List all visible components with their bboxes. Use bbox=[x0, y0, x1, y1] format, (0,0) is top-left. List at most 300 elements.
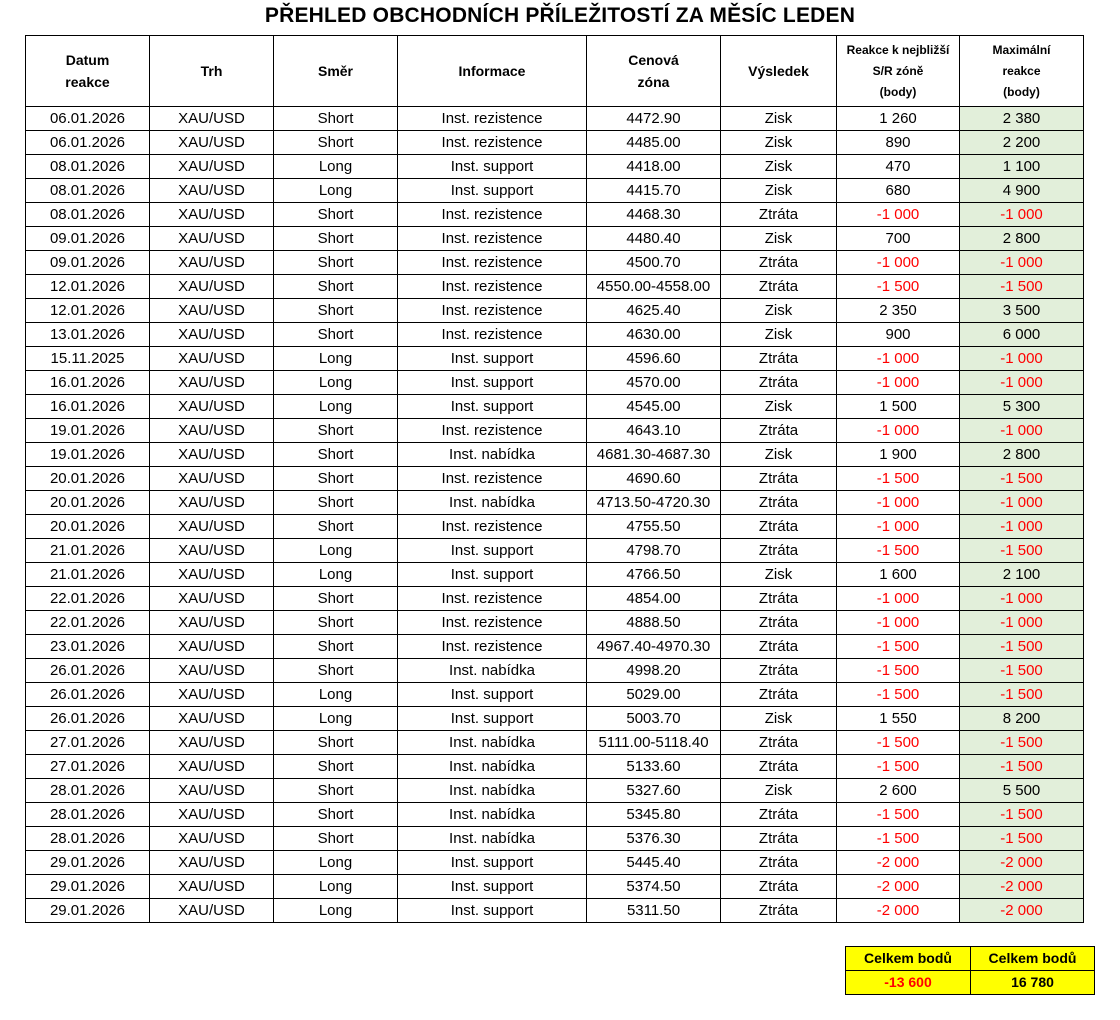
cell-smer: Short bbox=[274, 587, 398, 611]
cell-reakce: -2 000 bbox=[837, 875, 960, 899]
cell-vysledek: Ztráta bbox=[721, 803, 837, 827]
table-row bbox=[26, 371, 1084, 395]
cell-cenova-zona: 5327.60 bbox=[587, 779, 721, 803]
total-max-label: Celkem bodů bbox=[971, 947, 1095, 971]
total-reakce-value: -13 600 bbox=[846, 971, 971, 995]
cell-cenova-zona: 4681.30-4687.30 bbox=[587, 443, 721, 467]
cell-informace: Inst. nabídka bbox=[398, 803, 587, 827]
cell-datum: 13.01.2026 bbox=[26, 323, 150, 347]
table-row bbox=[26, 539, 1084, 563]
cell-datum: 12.01.2026 bbox=[26, 275, 150, 299]
cell-max-reakce: 1 100 bbox=[960, 155, 1084, 179]
cell-trh: XAU/USD bbox=[150, 131, 274, 155]
cell-max-reakce: -1 500 bbox=[960, 755, 1084, 779]
cell-reakce: -1 500 bbox=[837, 731, 960, 755]
header-cenova-zona: Cenová zóna bbox=[587, 36, 721, 107]
cell-datum: 21.01.2026 bbox=[26, 563, 150, 587]
cell-trh: XAU/USD bbox=[150, 899, 274, 923]
cell-vysledek: Ztráta bbox=[721, 347, 837, 371]
cell-cenova-zona: 5003.70 bbox=[587, 707, 721, 731]
cell-trh: XAU/USD bbox=[150, 611, 274, 635]
cell-reakce: -1 500 bbox=[837, 275, 960, 299]
table-row bbox=[26, 467, 1084, 491]
table-row bbox=[26, 107, 1084, 131]
cell-informace: Inst. support bbox=[398, 707, 587, 731]
cell-trh: XAU/USD bbox=[150, 179, 274, 203]
cell-max-reakce: -2 000 bbox=[960, 899, 1084, 923]
cell-datum: 08.01.2026 bbox=[26, 179, 150, 203]
cell-informace: Inst. rezistence bbox=[398, 419, 587, 443]
cell-trh: XAU/USD bbox=[150, 491, 274, 515]
cell-cenova-zona: 5133.60 bbox=[587, 755, 721, 779]
cell-datum: 28.01.2026 bbox=[26, 779, 150, 803]
totals-value-row bbox=[846, 971, 1095, 995]
cell-smer: Long bbox=[274, 155, 398, 179]
cell-vysledek: Ztráta bbox=[721, 467, 837, 491]
cell-max-reakce: 2 800 bbox=[960, 443, 1084, 467]
cell-vysledek: Zisk bbox=[721, 443, 837, 467]
cell-trh: XAU/USD bbox=[150, 155, 274, 179]
cell-reakce: -1 500 bbox=[837, 467, 960, 491]
cell-informace: Inst. rezistence bbox=[398, 635, 587, 659]
cell-cenova-zona: 5029.00 bbox=[587, 683, 721, 707]
table-row bbox=[26, 491, 1084, 515]
cell-cenova-zona: 4480.40 bbox=[587, 227, 721, 251]
cell-vysledek: Ztráta bbox=[721, 875, 837, 899]
header-trh: Trh bbox=[150, 36, 274, 107]
cell-cenova-zona: 5374.50 bbox=[587, 875, 721, 899]
cell-informace: Inst. nabídka bbox=[398, 755, 587, 779]
cell-datum: 28.01.2026 bbox=[26, 803, 150, 827]
cell-max-reakce: -1 000 bbox=[960, 611, 1084, 635]
cell-trh: XAU/USD bbox=[150, 275, 274, 299]
opportunities-table bbox=[25, 35, 1084, 923]
cell-datum: 21.01.2026 bbox=[26, 539, 150, 563]
cell-informace: Inst. support bbox=[398, 899, 587, 923]
cell-cenova-zona: 5345.80 bbox=[587, 803, 721, 827]
cell-trh: XAU/USD bbox=[150, 587, 274, 611]
cell-reakce: 1 260 bbox=[837, 107, 960, 131]
cell-trh: XAU/USD bbox=[150, 347, 274, 371]
table-row bbox=[26, 659, 1084, 683]
table-row bbox=[26, 131, 1084, 155]
cell-datum: 09.01.2026 bbox=[26, 251, 150, 275]
cell-smer: Short bbox=[274, 755, 398, 779]
cell-datum: 09.01.2026 bbox=[26, 227, 150, 251]
cell-informace: Inst. rezistence bbox=[398, 467, 587, 491]
cell-vysledek: Zisk bbox=[721, 155, 837, 179]
cell-datum: 20.01.2026 bbox=[26, 515, 150, 539]
cell-max-reakce: -1 000 bbox=[960, 419, 1084, 443]
cell-trh: XAU/USD bbox=[150, 395, 274, 419]
cell-informace: Inst. rezistence bbox=[398, 227, 587, 251]
cell-trh: XAU/USD bbox=[150, 539, 274, 563]
cell-cenova-zona: 4854.00 bbox=[587, 587, 721, 611]
cell-trh: XAU/USD bbox=[150, 371, 274, 395]
cell-smer: Long bbox=[274, 563, 398, 587]
cell-trh: XAU/USD bbox=[150, 755, 274, 779]
table-row bbox=[26, 851, 1084, 875]
table-row bbox=[26, 563, 1084, 587]
cell-cenova-zona: 4643.10 bbox=[587, 419, 721, 443]
cell-max-reakce: -1 500 bbox=[960, 659, 1084, 683]
cell-vysledek: Ztráta bbox=[721, 731, 837, 755]
cell-trh: XAU/USD bbox=[150, 467, 274, 491]
cell-vysledek: Ztráta bbox=[721, 539, 837, 563]
cell-cenova-zona: 4570.00 bbox=[587, 371, 721, 395]
cell-reakce: 1 500 bbox=[837, 395, 960, 419]
cell-smer: Long bbox=[274, 395, 398, 419]
cell-informace: Inst. rezistence bbox=[398, 131, 587, 155]
cell-smer: Short bbox=[274, 131, 398, 155]
cell-vysledek: Ztráta bbox=[721, 371, 837, 395]
cell-cenova-zona: 4596.60 bbox=[587, 347, 721, 371]
cell-vysledek: Ztráta bbox=[721, 755, 837, 779]
cell-vysledek: Ztráta bbox=[721, 683, 837, 707]
cell-max-reakce: -1 000 bbox=[960, 251, 1084, 275]
cell-cenova-zona: 4798.70 bbox=[587, 539, 721, 563]
table-row bbox=[26, 275, 1084, 299]
table-row bbox=[26, 899, 1084, 923]
table-row bbox=[26, 611, 1084, 635]
cell-reakce: -1 000 bbox=[837, 491, 960, 515]
cell-trh: XAU/USD bbox=[150, 323, 274, 347]
cell-cenova-zona: 4468.30 bbox=[587, 203, 721, 227]
cell-max-reakce: -1 500 bbox=[960, 803, 1084, 827]
cell-smer: Short bbox=[274, 419, 398, 443]
cell-informace: Inst. nabídka bbox=[398, 827, 587, 851]
cell-datum: 28.01.2026 bbox=[26, 827, 150, 851]
cell-smer: Long bbox=[274, 707, 398, 731]
cell-smer: Short bbox=[274, 107, 398, 131]
cell-max-reakce: -1 500 bbox=[960, 683, 1084, 707]
cell-datum: 22.01.2026 bbox=[26, 611, 150, 635]
table-header-row bbox=[26, 36, 1084, 107]
cell-vysledek: Ztráta bbox=[721, 587, 837, 611]
table-row bbox=[26, 515, 1084, 539]
cell-cenova-zona: 5311.50 bbox=[587, 899, 721, 923]
cell-trh: XAU/USD bbox=[150, 419, 274, 443]
cell-trh: XAU/USD bbox=[150, 299, 274, 323]
cell-datum: 27.01.2026 bbox=[26, 731, 150, 755]
cell-informace: Inst. rezistence bbox=[398, 611, 587, 635]
cell-smer: Long bbox=[274, 683, 398, 707]
cell-vysledek: Zisk bbox=[721, 395, 837, 419]
cell-informace: Inst. rezistence bbox=[398, 515, 587, 539]
cell-datum: 22.01.2026 bbox=[26, 587, 150, 611]
cell-max-reakce: -2 000 bbox=[960, 875, 1084, 899]
cell-smer: Long bbox=[274, 875, 398, 899]
cell-max-reakce: -1 000 bbox=[960, 203, 1084, 227]
cell-max-reakce: 5 500 bbox=[960, 779, 1084, 803]
cell-informace: Inst. nabídka bbox=[398, 443, 587, 467]
cell-informace: Inst. support bbox=[398, 179, 587, 203]
cell-datum: 26.01.2026 bbox=[26, 707, 150, 731]
cell-trh: XAU/USD bbox=[150, 803, 274, 827]
cell-datum: 15.11.2025 bbox=[26, 347, 150, 371]
cell-cenova-zona: 4550.00-4558.00 bbox=[587, 275, 721, 299]
cell-informace: Inst. support bbox=[398, 395, 587, 419]
cell-smer: Short bbox=[274, 803, 398, 827]
cell-vysledek: Ztráta bbox=[721, 251, 837, 275]
cell-max-reakce: -1 500 bbox=[960, 539, 1084, 563]
table-row bbox=[26, 755, 1084, 779]
cell-vysledek: Zisk bbox=[721, 107, 837, 131]
cell-smer: Short bbox=[274, 227, 398, 251]
total-max-value: 16 780 bbox=[971, 971, 1095, 995]
cell-datum: 29.01.2026 bbox=[26, 899, 150, 923]
cell-max-reakce: -1 500 bbox=[960, 731, 1084, 755]
cell-cenova-zona: 4888.50 bbox=[587, 611, 721, 635]
header-informace: Informace bbox=[398, 36, 587, 107]
cell-cenova-zona: 4418.00 bbox=[587, 155, 721, 179]
cell-reakce: 900 bbox=[837, 323, 960, 347]
cell-datum: 26.01.2026 bbox=[26, 659, 150, 683]
cell-max-reakce: -1 500 bbox=[960, 635, 1084, 659]
cell-vysledek: Ztráta bbox=[721, 851, 837, 875]
cell-datum: 06.01.2026 bbox=[26, 107, 150, 131]
table-row bbox=[26, 155, 1084, 179]
cell-vysledek: Ztráta bbox=[721, 419, 837, 443]
cell-reakce: -1 000 bbox=[837, 611, 960, 635]
cell-max-reakce: -2 000 bbox=[960, 851, 1084, 875]
cell-reakce: -1 500 bbox=[837, 683, 960, 707]
cell-datum: 20.01.2026 bbox=[26, 491, 150, 515]
cell-trh: XAU/USD bbox=[150, 659, 274, 683]
cell-max-reakce: 2 200 bbox=[960, 131, 1084, 155]
cell-vysledek: Ztráta bbox=[721, 659, 837, 683]
cell-trh: XAU/USD bbox=[150, 443, 274, 467]
cell-informace: Inst. support bbox=[398, 155, 587, 179]
cell-smer: Short bbox=[274, 275, 398, 299]
cell-informace: Inst. rezistence bbox=[398, 275, 587, 299]
cell-cenova-zona: 4766.50 bbox=[587, 563, 721, 587]
cell-cenova-zona: 5111.00-5118.40 bbox=[587, 731, 721, 755]
cell-max-reakce: 2 380 bbox=[960, 107, 1084, 131]
cell-max-reakce: -1 500 bbox=[960, 827, 1084, 851]
cell-informace: Inst. rezistence bbox=[398, 203, 587, 227]
cell-vysledek: Zisk bbox=[721, 131, 837, 155]
table-row bbox=[26, 179, 1084, 203]
cell-max-reakce: 2 800 bbox=[960, 227, 1084, 251]
header-reakce: Reakce k nejbližší S/R zóně (body) bbox=[837, 36, 960, 107]
cell-vysledek: Zisk bbox=[721, 779, 837, 803]
cell-smer: Short bbox=[274, 323, 398, 347]
cell-vysledek: Ztráta bbox=[721, 203, 837, 227]
cell-reakce: 1 600 bbox=[837, 563, 960, 587]
cell-reakce: -1 500 bbox=[837, 539, 960, 563]
cell-trh: XAU/USD bbox=[150, 875, 274, 899]
cell-datum: 26.01.2026 bbox=[26, 683, 150, 707]
totals-label-row bbox=[846, 947, 1095, 971]
cell-reakce: 2 350 bbox=[837, 299, 960, 323]
cell-vysledek: Ztráta bbox=[721, 491, 837, 515]
cell-informace: Inst. rezistence bbox=[398, 323, 587, 347]
cell-smer: Short bbox=[274, 515, 398, 539]
cell-max-reakce: 6 000 bbox=[960, 323, 1084, 347]
table-row bbox=[26, 731, 1084, 755]
cell-informace: Inst. nabídka bbox=[398, 491, 587, 515]
cell-smer: Long bbox=[274, 179, 398, 203]
cell-vysledek: Zisk bbox=[721, 179, 837, 203]
cell-reakce: -1 000 bbox=[837, 347, 960, 371]
cell-informace: Inst. rezistence bbox=[398, 251, 587, 275]
cell-informace: Inst. support bbox=[398, 851, 587, 875]
cell-vysledek: Zisk bbox=[721, 323, 837, 347]
cell-informace: Inst. support bbox=[398, 875, 587, 899]
table-row bbox=[26, 251, 1084, 275]
cell-reakce: -1 000 bbox=[837, 515, 960, 539]
cell-smer: Short bbox=[274, 443, 398, 467]
header-vysledek: Výsledek bbox=[721, 36, 837, 107]
cell-datum: 20.01.2026 bbox=[26, 467, 150, 491]
table-row bbox=[26, 203, 1084, 227]
cell-vysledek: Zisk bbox=[721, 707, 837, 731]
cell-max-reakce: 4 900 bbox=[960, 179, 1084, 203]
table-row bbox=[26, 347, 1084, 371]
table-row bbox=[26, 395, 1084, 419]
table-row bbox=[26, 683, 1084, 707]
totals-table bbox=[845, 946, 1095, 995]
table-row bbox=[26, 419, 1084, 443]
cell-reakce: -2 000 bbox=[837, 851, 960, 875]
cell-informace: Inst. rezistence bbox=[398, 587, 587, 611]
cell-reakce: -1 500 bbox=[837, 803, 960, 827]
cell-smer: Long bbox=[274, 899, 398, 923]
cell-trh: XAU/USD bbox=[150, 731, 274, 755]
cell-datum: 08.01.2026 bbox=[26, 155, 150, 179]
page-title: PŘEHLED OBCHODNÍCH PŘÍLEŽITOSTÍ ZA MĚSÍC LEDEN bbox=[264, 4, 856, 27]
cell-reakce: -1 000 bbox=[837, 419, 960, 443]
cell-vysledek: Ztráta bbox=[721, 611, 837, 635]
cell-cenova-zona: 4415.70 bbox=[587, 179, 721, 203]
cell-informace: Inst. support bbox=[398, 347, 587, 371]
cell-smer: Short bbox=[274, 611, 398, 635]
cell-vysledek: Ztráta bbox=[721, 515, 837, 539]
cell-trh: XAU/USD bbox=[150, 515, 274, 539]
cell-datum: 16.01.2026 bbox=[26, 371, 150, 395]
cell-trh: XAU/USD bbox=[150, 227, 274, 251]
table-row bbox=[26, 779, 1084, 803]
cell-reakce: -1 500 bbox=[837, 659, 960, 683]
cell-smer: Short bbox=[274, 731, 398, 755]
cell-informace: Inst. rezistence bbox=[398, 107, 587, 131]
header-smer: Směr bbox=[274, 36, 398, 107]
cell-datum: 23.01.2026 bbox=[26, 635, 150, 659]
cell-max-reakce: 5 300 bbox=[960, 395, 1084, 419]
cell-max-reakce: -1 000 bbox=[960, 347, 1084, 371]
cell-trh: XAU/USD bbox=[150, 107, 274, 131]
cell-vysledek: Zisk bbox=[721, 563, 837, 587]
cell-smer: Short bbox=[274, 299, 398, 323]
table-row bbox=[26, 227, 1084, 251]
cell-trh: XAU/USD bbox=[150, 635, 274, 659]
cell-datum: 27.01.2026 bbox=[26, 755, 150, 779]
cell-reakce: -1 500 bbox=[837, 827, 960, 851]
cell-max-reakce: -1 500 bbox=[960, 467, 1084, 491]
cell-vysledek: Ztráta bbox=[721, 275, 837, 299]
cell-trh: XAU/USD bbox=[150, 251, 274, 275]
header-max-reakce: Maximální reakce (body) bbox=[960, 36, 1084, 107]
cell-cenova-zona: 4690.60 bbox=[587, 467, 721, 491]
cell-trh: XAU/USD bbox=[150, 683, 274, 707]
cell-reakce: -1 000 bbox=[837, 203, 960, 227]
cell-datum: 12.01.2026 bbox=[26, 299, 150, 323]
cell-cenova-zona: 5445.40 bbox=[587, 851, 721, 875]
table-row bbox=[26, 803, 1084, 827]
cell-smer: Short bbox=[274, 827, 398, 851]
cell-reakce: -1 000 bbox=[837, 587, 960, 611]
table-row bbox=[26, 299, 1084, 323]
cell-datum: 19.01.2026 bbox=[26, 419, 150, 443]
cell-informace: Inst. support bbox=[398, 683, 587, 707]
table-row bbox=[26, 827, 1084, 851]
cell-max-reakce: -1 000 bbox=[960, 515, 1084, 539]
cell-vysledek: Zisk bbox=[721, 227, 837, 251]
table-row bbox=[26, 323, 1084, 347]
cell-cenova-zona: 4545.00 bbox=[587, 395, 721, 419]
cell-max-reakce: 8 200 bbox=[960, 707, 1084, 731]
cell-vysledek: Ztráta bbox=[721, 899, 837, 923]
cell-smer: Short bbox=[274, 635, 398, 659]
header-datum: Datum reakce bbox=[26, 36, 150, 107]
cell-smer: Short bbox=[274, 467, 398, 491]
cell-reakce: 700 bbox=[837, 227, 960, 251]
cell-cenova-zona: 5376.30 bbox=[587, 827, 721, 851]
cell-smer: Short bbox=[274, 203, 398, 227]
total-reakce-label: Celkem bodů bbox=[846, 947, 971, 971]
cell-datum: 06.01.2026 bbox=[26, 131, 150, 155]
cell-trh: XAU/USD bbox=[150, 779, 274, 803]
cell-reakce: 1 550 bbox=[837, 707, 960, 731]
cell-vysledek: Zisk bbox=[721, 299, 837, 323]
cell-informace: Inst. rezistence bbox=[398, 299, 587, 323]
cell-smer: Short bbox=[274, 251, 398, 275]
cell-trh: XAU/USD bbox=[150, 563, 274, 587]
cell-smer: Short bbox=[274, 659, 398, 683]
cell-vysledek: Ztráta bbox=[721, 635, 837, 659]
cell-reakce: -1 000 bbox=[837, 251, 960, 275]
cell-trh: XAU/USD bbox=[150, 707, 274, 731]
cell-reakce: 2 600 bbox=[837, 779, 960, 803]
cell-informace: Inst. support bbox=[398, 539, 587, 563]
cell-smer: Short bbox=[274, 491, 398, 515]
table-row bbox=[26, 443, 1084, 467]
cell-max-reakce: -1 000 bbox=[960, 491, 1084, 515]
cell-smer: Long bbox=[274, 347, 398, 371]
cell-max-reakce: 3 500 bbox=[960, 299, 1084, 323]
cell-datum: 29.01.2026 bbox=[26, 851, 150, 875]
cell-reakce: 890 bbox=[837, 131, 960, 155]
cell-cenova-zona: 4998.20 bbox=[587, 659, 721, 683]
cell-informace: Inst. nabídka bbox=[398, 779, 587, 803]
cell-cenova-zona: 4472.90 bbox=[587, 107, 721, 131]
table-row bbox=[26, 635, 1084, 659]
cell-reakce: 1 900 bbox=[837, 443, 960, 467]
cell-cenova-zona: 4713.50-4720.30 bbox=[587, 491, 721, 515]
cell-reakce: -1 500 bbox=[837, 755, 960, 779]
cell-smer: Long bbox=[274, 851, 398, 875]
cell-reakce: 680 bbox=[837, 179, 960, 203]
cell-informace: Inst. support bbox=[398, 563, 587, 587]
cell-trh: XAU/USD bbox=[150, 827, 274, 851]
cell-max-reakce: -1 000 bbox=[960, 371, 1084, 395]
cell-datum: 19.01.2026 bbox=[26, 443, 150, 467]
cell-datum: 16.01.2026 bbox=[26, 395, 150, 419]
cell-reakce: -2 000 bbox=[837, 899, 960, 923]
cell-smer: Long bbox=[274, 539, 398, 563]
cell-datum: 08.01.2026 bbox=[26, 203, 150, 227]
